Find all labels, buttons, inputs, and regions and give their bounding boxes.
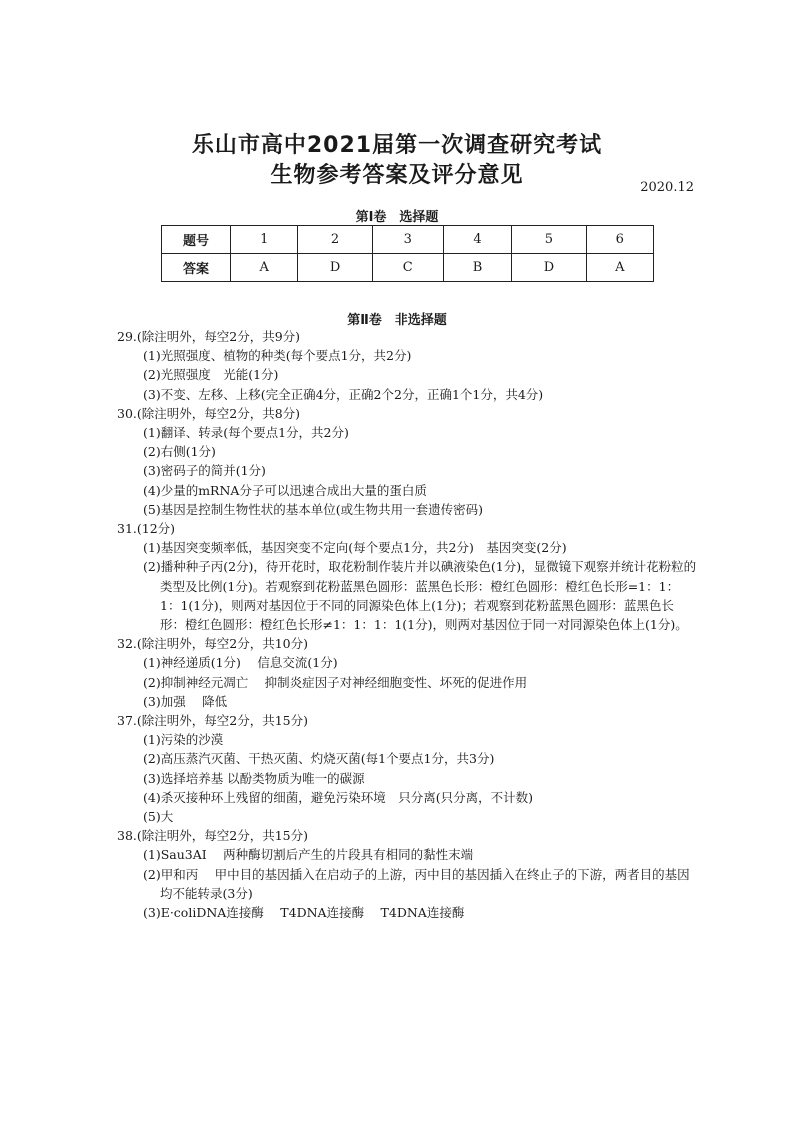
question-header-30: 30.(除注明外，每空2分，共8分) [117, 405, 301, 421]
table-cell: 5 [512, 226, 586, 254]
answer-item: (5)大 [143, 809, 174, 825]
table-cell: C [372, 254, 443, 282]
answer-item: (1)基因突变频率低，基因突变不定向(每个要点1分，共2分) 基因突变(2分) [143, 540, 567, 556]
answer-item: (1)Sau3AⅠ 两种酶切割后产生的片段具有相同的黏性末端 [143, 847, 474, 863]
table-cell: D [512, 254, 586, 282]
answer-table [161, 225, 654, 282]
answer-item: (2)光照强度 光能(1分) [143, 367, 279, 383]
table-cell: D [298, 254, 372, 282]
document-subtitle: 生物参考答案及评分意见 [270, 163, 524, 188]
question-header-31: 31.(12分) [117, 521, 176, 537]
table-cell: A [586, 254, 653, 282]
answer-item: (4)少量的mRNA分子可以迅速合成出大量的蛋白质 [143, 482, 427, 498]
table-row-numbers [162, 226, 654, 254]
section-title-nonchoice: 第Ⅱ卷 非选择题 [347, 313, 447, 328]
question-header-37: 37.(除注明外，每空2分，共15分) [117, 713, 308, 729]
answer-item: (3)E·coliDNA连接酶 T4DNA连接酶 T4DNA连接酶 [143, 905, 465, 921]
answer-item: (3)加强 降低 [143, 693, 228, 709]
table-cell: 2 [298, 226, 372, 254]
answer-item: (3)选择培养基 以酚类物质为唯一的碳源 [143, 770, 365, 786]
answer-item: (2)甲和丙 甲中目的基因插入在启动子的上游，丙中目的基因插入在终止子的下游，两者目的基因均不能转录(3分) [143, 866, 690, 901]
row-label-numbers: 题号 [162, 226, 231, 254]
section-title-choice: 第Ⅰ卷 选择题 [355, 210, 439, 225]
answer-item: (5)基因是控制生物性状的基本单位(或生物共用一套遗传密码) [143, 501, 483, 517]
answer-item: (3)不变、左移、上移(完全正确4分，正确2个2分，正确1个1分，共4分) [143, 386, 544, 402]
table-cell: A [231, 254, 298, 282]
table-cell: 3 [372, 226, 443, 254]
table-cell: 1 [231, 226, 298, 254]
answer-item: (1)神经递质(1分) 信息交流(1分) [143, 655, 338, 671]
table-cell: B [443, 254, 512, 282]
table-cell: 4 [443, 226, 512, 254]
question-header-38: 38.(除注明外，每空2分，共15分) [117, 828, 308, 844]
answer-item: (1)翻译、转录(每个要点1分，共2分) [143, 425, 349, 441]
answer-body [117, 327, 697, 922]
document-date: 2020.12 [640, 180, 694, 195]
answer-item: (2)抑制神经元凋亡 抑制炎症因子对神经细胞变性、坏死的促进作用 [143, 674, 528, 690]
question-header-29: 29.(除注明外，每空2分，共9分) [117, 329, 301, 344]
answer-item: (2)播种种子丙(2分)，待开花时，取花粉制作装片并以碘液染色(1分)，显微镜下观察并统计花粉粒的类型及比例(1分)。若观察到花粉蓝黑色圆形：蓝黑色长形：橙红色圆形：橙红色长形=1：1：1：1(1分)，则两对基因位于不同的同源染色体上(1分)；若观察到花粉蓝黑色圆形：蓝黑色长形：橙红色圆形：橙红色长形≠1：1：1：1(1分)，则两对基因位于同一对同源染色体上(1分)。 [143, 559, 697, 633]
document-title: 乐山市高中2021届第一次调查研究考试 [191, 133, 603, 158]
question-header-32: 32.(除注明外，每空2分，共10分) [117, 636, 308, 652]
row-label-answers: 答案 [162, 254, 231, 282]
answer-item: (3)密码子的简并(1分) [143, 463, 266, 479]
answer-item: (2)高压蒸汽灭菌、干热灭菌、灼烧灭菌(每1个要点1分，共3分) [143, 751, 495, 767]
answer-item: (1)光照强度、植物的种类(每个要点1分，共2分) [143, 348, 412, 364]
answer-item: (2)右侧(1分) [143, 444, 216, 460]
answer-item: (4)杀灭接种环上残留的细菌，避免污染环境 只分离(只分离，不计数) [143, 789, 533, 805]
table-row-answers [162, 254, 654, 282]
answer-item: (1)污染的沙漠 [143, 732, 224, 748]
table-cell: 6 [586, 226, 653, 254]
